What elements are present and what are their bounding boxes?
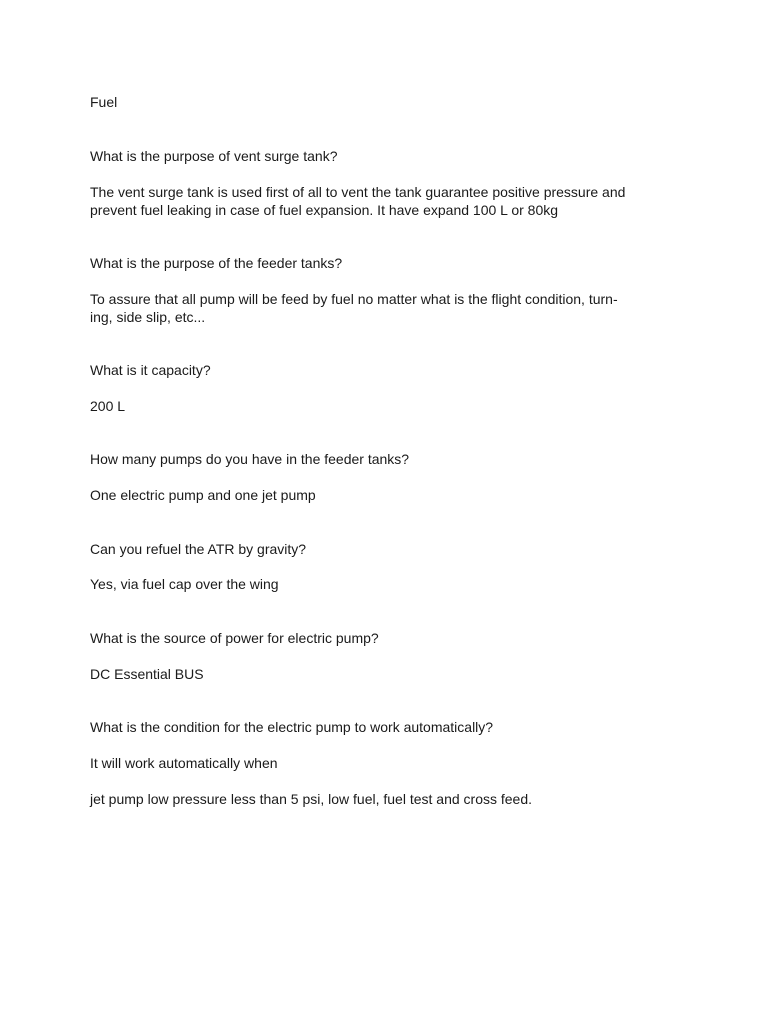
answer-vent-surge-tank	[90, 183, 680, 219]
question-power-source: What is the source of power for electric pump?	[90, 630, 379, 646]
question-pump-count: How many pumps do you have in the feeder tanks?	[90, 451, 410, 467]
answer-line: ing, side slip, etc...	[90, 309, 206, 325]
question-feeder-tanks: What is the purpose of the feeder tanks?	[90, 255, 343, 271]
document-title: Fuel	[90, 94, 118, 110]
question-gravity-refuel: Can you refuel the ATR by gravity?	[90, 541, 307, 557]
answer-line: prevent fuel leaking in case of fuel expansion. It have expand 100 L or 80kg	[90, 202, 559, 218]
question-capacity: What is it capacity?	[90, 362, 211, 378]
answer-feeder-tanks	[90, 290, 680, 326]
answer-line: The vent surge tank is used first of all to vent the tank guarantee positive pressure and	[90, 184, 626, 200]
answer-gravity-refuel: Yes, via fuel cap over the wing	[90, 576, 279, 592]
question-auto-condition: What is the condition for the electric pump to work automatically?	[90, 719, 494, 735]
question-vent-surge-tank: What is the purpose of vent surge tank?	[90, 148, 338, 164]
answer-auto-condition-intro: It will work automatically when	[90, 755, 278, 771]
answer-line: To assure that all pump will be feed by fuel no matter what is the flight condition, turn-	[90, 291, 618, 307]
answer-capacity: 200 L	[90, 398, 126, 414]
answer-auto-condition-detail: jet pump low pressure less than 5 psi, low fuel, fuel test and cross feed.	[90, 791, 533, 807]
answer-pump-count: One electric pump and one jet pump	[90, 487, 316, 503]
answer-power-source: DC Essential BUS	[90, 666, 204, 682]
